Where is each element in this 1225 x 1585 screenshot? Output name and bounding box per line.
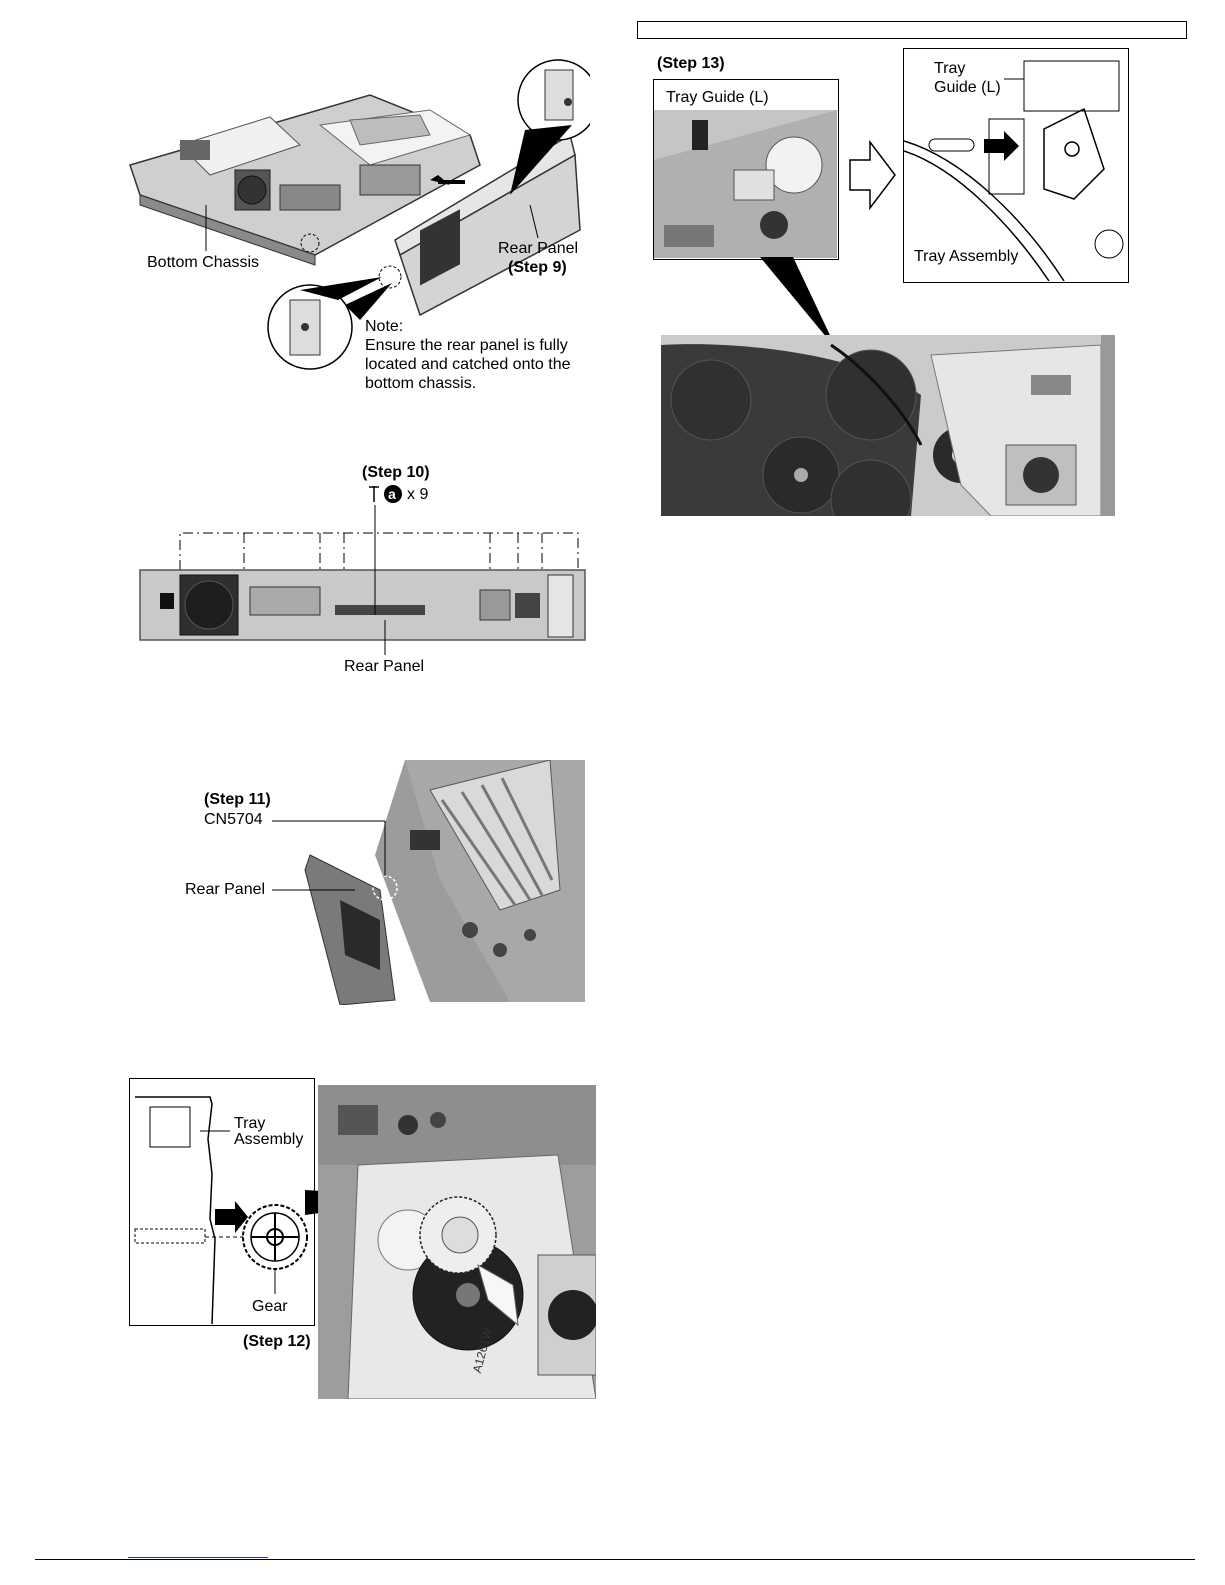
note-block xyxy=(365,317,595,393)
right-arrow-icon xyxy=(848,140,898,210)
note-line-1: Ensure the rear panel is fully xyxy=(365,337,568,354)
tray-assembly-label-1: Tray xyxy=(234,1115,266,1132)
rear-panel-label: Rear Panel xyxy=(498,240,579,257)
screw-icon xyxy=(366,484,406,504)
rear-panel-illustration xyxy=(130,505,590,655)
gear-detail-box xyxy=(129,1078,315,1326)
tray-guide-photo-box xyxy=(653,79,839,260)
tray-guide-detail-box xyxy=(903,48,1129,283)
tray-guide-photo xyxy=(654,110,837,258)
rear-panel-label-step10: Rear Panel xyxy=(344,658,425,675)
step-13-label: (Step 13) xyxy=(657,55,725,72)
note-title: Note: xyxy=(365,318,404,335)
tray-assembly-label-2: Assembly xyxy=(234,1131,304,1148)
tray-gear-photo xyxy=(318,1085,596,1399)
note-line-2: located and catched onto the xyxy=(365,356,571,373)
pcb-code-label: A1261W xyxy=(469,1326,496,1375)
step-12-label: (Step 12) xyxy=(243,1333,311,1350)
step-11-label: (Step 11) xyxy=(204,791,271,808)
gear-detail-illustration xyxy=(130,1079,313,1324)
pcb-photo xyxy=(180,760,590,1005)
note-line-3: bottom chassis. xyxy=(365,375,477,392)
tray-disc-photo xyxy=(661,335,1115,516)
rear-panel-label-step11: Rear Panel xyxy=(185,881,266,898)
step-10-label: (Step 10) xyxy=(362,464,430,481)
screw-symbol: a xyxy=(388,486,396,502)
tray-guide-label: Tray Guide (L) xyxy=(666,89,769,106)
tray-guide-detail-label-1: Tray xyxy=(934,60,966,77)
rear-panel-removal-figure xyxy=(120,55,590,395)
connector-figure xyxy=(180,760,590,1005)
bottom-chassis-label: Bottom Chassis xyxy=(147,254,260,271)
step-9-label: (Step 9) xyxy=(508,259,567,276)
tray-assembly-label: Tray Assembly xyxy=(914,248,1019,265)
tray-guide-detail-label-2: Guide (L) xyxy=(934,79,1001,96)
rear-panel-screws-figure xyxy=(130,460,590,680)
footer-rule xyxy=(35,1559,1195,1560)
screw-count: x 9 xyxy=(407,486,429,503)
footer-link-underline xyxy=(128,1557,268,1558)
gear-label: Gear xyxy=(252,1298,288,1315)
cn5704-label: CN5704 xyxy=(204,811,263,828)
section-header-bar xyxy=(637,21,1187,39)
